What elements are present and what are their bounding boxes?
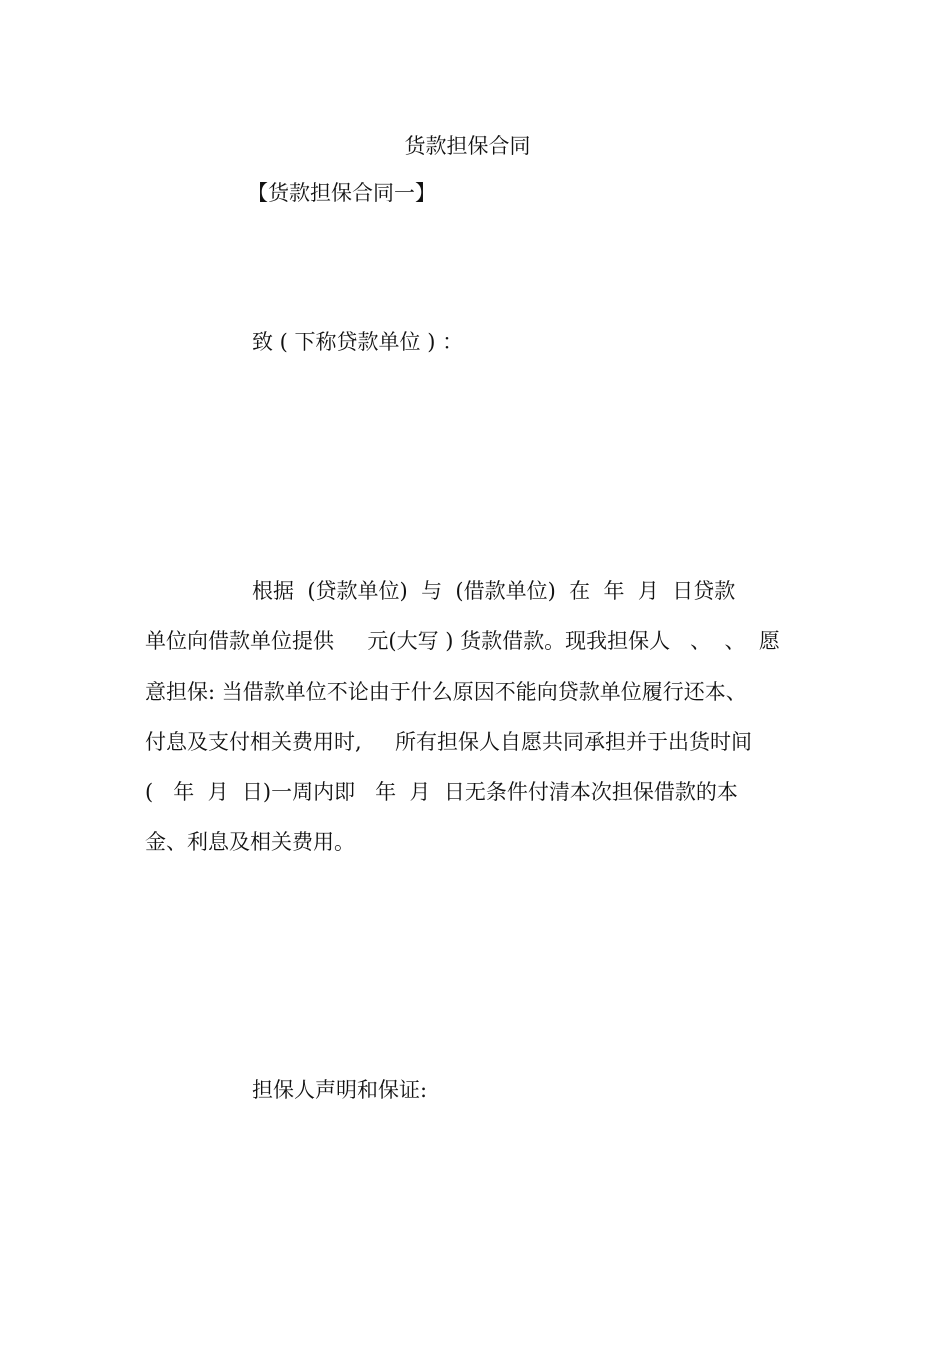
body-paragraph-line: 根据 (贷款单位) 与 (借款单位) 在 年 月 日贷款 [252, 579, 736, 603]
addressee-line: 致 ( 下称贷款单位 ) ： [252, 330, 464, 354]
body-paragraph-line: 意担保: 当借款单位不论由于什么原因不能向贷款单位履行还本、 [145, 680, 747, 704]
body-paragraph-line: 付息及支付相关费用时, 所有担保人自愿共同承担并于出货时间 [145, 730, 753, 754]
document-subtitle: 【货款担保合同一】 [247, 181, 436, 205]
declaration-heading: 担保人声明和保证: [252, 1078, 428, 1102]
body-paragraph-line: 金、利息及相关费用。 [145, 830, 355, 854]
document-title: 货款担保合同 [404, 134, 531, 158]
body-paragraph-line: ( 年 月 日)一周内即 年 月 日无条件付清本次担保借款的本 [145, 780, 738, 804]
body-paragraph-line: 单位向借款单位提供 元(大写 ) 货款借款。现我担保人 、 、 愿 [145, 629, 780, 653]
